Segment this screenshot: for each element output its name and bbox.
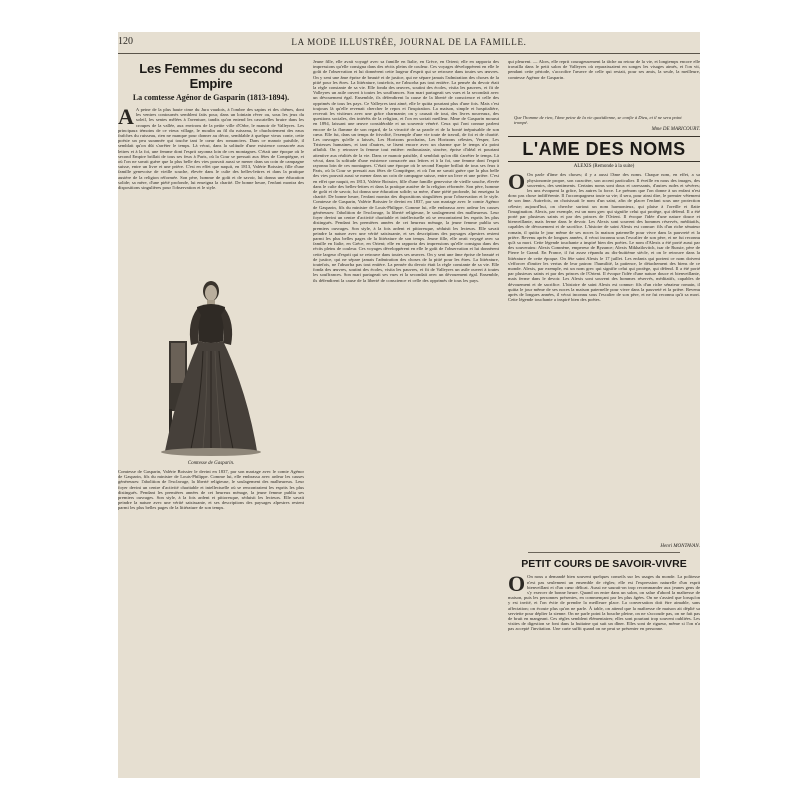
section-signature: Henri MONTAVAN.: [660, 544, 700, 550]
article-body-left: [118, 469, 304, 659]
section-paragraph: Le prénom que l'on donne à un enfant n'est donc pas chose indifférente. Il l'accompagnera toute sa vie; il sera, pour ainsi dire, le premier vêtement de son âme. Autrefois, on choisissait le nom d'un saint, afin de placer l'enfant sous une protection céleste; aujourd'hui, on cherche surtout un nom harmonieux, qui plaise à l'oreille et flatte l'imagination.: [508, 188, 700, 214]
section-title-ame-des-noms: L'AME DES NOMS: [508, 136, 700, 162]
section-paragraph: Le nom d'Alexis a été porté aussi par des souverains: Alexis Comnène, empereur de Byzance; Alexis Mikhaïlovitch, tsar de Russie, père de Pierre le Grand. En France, il fut assez répandu au dix-huitième siècle, et on le retrouve dans la littérature de cette époque.: [508, 240, 700, 261]
article-paragraph: Jeune fille, elle avait voyagé avec sa famille en Italie, en Grèce, en Orient; elle en rapporta des impressions qu'elle consigna dans des récits pleins de couleur. Ces voyages développèrent en elle le goût de l'observation et lui donnèrent cette largeur d'esprit qui se retrouve dans toutes ses œuvres. On y sent une âme éprise de beauté et de justice, qui ne sépare jamais l'admiration des choses de la pitié pour les êtres.: [313, 235, 499, 262]
page-number: 120: [118, 36, 133, 47]
section-paragraph: Alexis, par exemple, est un nom grec qui signifie celui qui protège, qui défend. Il a été porté par plusieurs saints et par des princes de l'Orient. Il évoque l'idée d'une nature douce et bienveillante, mais ferme dans le devoir. Les Alexis sont souvent des hommes réservés, méditatifs, capables de dévouement et de sacrifice.: [508, 266, 700, 287]
magazine-page: [118, 32, 700, 778]
article-paragraph: Jeune fille, elle avait voyagé avec sa famille en Italie, en Grèce, en Orient; elle en rapporta des impressions qu'elle consigna dans des récits pleins de couleur. Ces voyages développèrent en elle le goût de l'observation et lui donnèrent cette largeur d'esprit qui se retrouve dans toutes ses œuvres. On y sent une âme éprise de beauté et de justice, qui ne sépare jamais l'admiration des choses de la pitié pour les êtres.: [313, 59, 499, 85]
section-paragraph: L'histoire de saint Alexis est connue: fils d'un riche sénateur romain, il quitta le jour même de ses noces la maison paternelle pour vivre dans la pauvreté et la prière. Revenu après de longues années, il vécut inconnu sous l'escalier de son père, et ne fut reconnu qu'à sa mort. Cette légende touchante a inspiré bien des poètes.: [508, 224, 700, 246]
section-paragraph: À table, on attend que la maîtresse de maison ait déplié sa serviette pour déplier la sienne. On ne parle point la bouche pleine, on ne s'accoude pas, on ne fait pas de bruit en mangeant. Ces règles semblent élémentaires; elles sont pourtant trop souvent oubliées.: [508, 605, 700, 622]
section-paragraph: On fête saint Alexis le 17 juillet. Les enfants qui portent ce nom doivent s'efforcer d'imiter les vertus de leur patron: l'humilité, la patience, le détachement des biens de ce monde.: [508, 255, 700, 272]
section-paragraph: Quand on entre dans un salon, on salue d'abord la maîtresse de maison, puis les personnes présentes, en commençant par les plus âgées. On ne s'assied que lorsqu'on y est invité, et l'on évite de prendre la meilleure place. La conversation doit être aimable, sans affectation; on écoute plus qu'on ne parle.: [508, 590, 700, 611]
article-paragraph: Pendant les premières années de cet heureux ménage, la jeune femme publia ses premiers ouvrages. Son style, à la fois ardent et pittoresque, séduisit les lecteurs. Elle savait peindre la nature avec une vérité saisissante, et ses descriptions des paysages alpestres restent parmi les plus belles pages de la littérature de son temps.: [313, 220, 499, 241]
drop-cap: O: [508, 574, 526, 597]
section-paragraph: Les visites de digestion se font dans la huitaine qui suit un dîner. Elles sont de rigueur, même si l'on n'a pas accepté l'invitation. Une carte suffit quand on ne peut se présenter en personne.: [508, 616, 700, 632]
article-title: Les Femmes du second Empire: [139, 61, 283, 91]
column-middle: [313, 59, 499, 769]
article-paragraph: La littérature, toutefois, ne l'absorba pas tout entière. La pensée du devoir était la règle constante de sa vie. Elle fonda des œuvres, soutint des écoles, visita les pauvres, et fit de Valleyres un asile ouvert à toutes les souffrances. Son mari partageait ses vues et la secondait avec un dévouement égal. Ensemble, ils défendirent la cause de la liberté de conscience et celle des opprimés de tous les pays.: [313, 256, 499, 283]
section-paragraph: L'histoire de saint Alexis est connue: fils d'un riche sénateur romain, il quitta le jour même de ses noces la maison paternelle pour vivre dans la pauvreté et la prière. Revenu après de longues années, il vécut inconnu sous l'escalier de son père, et ne fut reconnu qu'à sa mort. Cette légende touchante a inspiré bien des poètes.: [508, 281, 700, 303]
article-ending: qui pleurent. — Alors, elle reprit courageusement la tâche au retour de la vie, et longtemps encore elle travailla dans le petit salon de Valleyres où reparaissaient en songes les visages aimés, et l'on vit, pendant cette période, s'accroître l'œuvre de celle qui restait, pour ses amis, la seule, la meilleure, comtesse Agénor de Gasparin.: [508, 59, 700, 80]
article-subtitle: La comtesse Agénor de Gasparin (1813-1894).: [132, 93, 290, 102]
drop-cap: O: [508, 172, 526, 195]
section-byline: ALEXIS (Remonde à la suite): [573, 164, 635, 170]
page-header: [118, 32, 700, 54]
portrait-caption: Comtesse de Gasparin.: [187, 461, 235, 466]
article-paragraph: Mme de Gasparin mourut en 1894, laissant une œuvre considérable et un souvenir vénéré. Ceux qui l'ont connue parlent encore de la flamme de son regard, de la vivacité de sa parole et de la bonté inépuisable de son cœur. Elle fut, dans un temps de frivolité, l'exemple d'une vie toute de travail, de foi et de charité.: [313, 116, 499, 137]
article-paragraph: C'est en effet que naquit, en 1813, Valérie Boissier, fille d'une famille genevoise de vieille souche, élevée dans le culte des belles-lettres et dans la pratique austère de la religion réformée. Son père, homme de goût et de savoir, lui donna une éducation solide; sa mère, d'une piété profonde, lui enseigna la charité. De bonne heure, l'enfant montra des dispositions singulières pour l'observation et le style.: [313, 173, 499, 200]
section-savoir-body: [508, 574, 700, 744]
article-paragraph: Les ouvrages qu'elle a laissés, Les Horizons prochains, Les Horizons célestes, Vesper, Les Tristesses humaines, et tant d'autres, se lisent encore avec un charme que le temps n'a point affaibli. On y retrouve la femme tout entière: enthousiaste, sincère, éprise d'idéal et pourtant attentive aux réalités de la vie.: [313, 137, 499, 158]
article-paragraph: Comtesse de Gasparin, Valérie Boissier le devint en 1837, par son mariage avec le comte Agénor de Gasparin, fils du ministre de Louis-Philippe. Comme lui, elle embrassa avec ardeur les causes généreuses: l'abolition de l'esclavage, la liberté religieuse, le soulagement des malheureux. Leur foyer devint un centre d'activité charitable et intellectuelle où se rencontraient les esprits les plus distingués.: [313, 199, 499, 226]
article-intro-text: A peine de la plus haute cime du Jura vaudois, à l'ombre des sapins et des chênes, dont les ventres contournés semblent faits pour, dans un lointain rêver ou, sous les jeux du soleil, les sentes mêlées à l'aventure, tandis qu'on entend les cascatelles bruire dans les croupes de la vallée, aux environs de la petite ville d'Orbe, le manoir de Valleyres. Les principaux témoins de ce vieux village, le moulin au fil du ruisseau, le chuchotement des eaux fraîches du ruisseau, rien ne manque pour donner au décor, semblable à quelque vieux conte, cette poésie un peu surannée qui touche tant le cœur des romanciers.: [118, 107, 304, 144]
article-signature: Mme DE MARICOURT.: [651, 127, 700, 133]
section-ame-body: [508, 172, 700, 542]
column-left: [118, 59, 304, 769]
article-continuation: [313, 59, 499, 769]
portrait-engraving: [151, 271, 271, 459]
article-paragraph: Dans ce manoir paisible, il semblait qu'on dût s'arrêter le temps. Là vécut, dans la solitude d'une existence consacrée aux lettres et à la foi, une femme dont l'esprit rayonna loin de ces montagnes. C'était une époque où le second Empire brillait de tous ses feux à Paris, où la Cour se pressait aux fêtes de Compiègne, et où l'on ne savait guère que la plus belle des vies pouvait aussi se mener dans un coin de campagne suisse, entre un livre et une prière.: [313, 152, 499, 179]
article-quote: Que l'homme de rien, l'âme peine de la vie quotidienne, se confie à Dieu, et il ne sera point trompé.: [514, 115, 682, 126]
section-title-savoir-vivre: PETIT COURS DE SAVOIR-VIVRE: [521, 558, 687, 571]
section-paragraph: On parle d'âme des choses; il y a aussi l'âme des noms. Chaque nom, en effet, a sa physionomie propre, son caractère, son accent particulier. Il éveille en nous des images, des souvenirs, des sentiments. Certains noms sont doux et caressants, d'autres rudes et sévères; les uns évoquent la grâce, les autres la force.: [527, 172, 700, 194]
article-paragraph: Dans ce manoir paisible, il semblait qu'on dût s'arrêter le temps. Là vécut, dans la solitude d'une existence consacrée aux lettres et à la foi, une femme dont l'esprit rayonna loin de ces montagnes. C'était une époque où le second Empire brillait de tous ses feux à Paris, où la Cour se pressait aux fêtes de Compiègne, et où l'on ne savait guère que la plus belle des vies pouvait aussi se mener dans un coin de campagne suisse, entre un livre et une prière.: [118, 138, 304, 170]
article-paragraph: Comtesse de Gasparin, Valérie Boissier le devint en 1837, par son mariage avec le comte Agénor de Gasparin, fils du ministre de Louis-Philippe. Comme lui, elle embrassa avec ardeur les causes généreuses: l'abolition de l'esclavage, la liberté religieuse, le soulagement des malheureux. Leur foyer devint un centre d'activité charitable et intellectuelle où se rencontraient les esprits les plus distingués.: [118, 469, 304, 495]
divider: [528, 552, 680, 553]
article-paragraph: Ce Valleyres tant aimé, elle le quitta pourtant plus d'une fois. Mais c'est toujours là qu'elle revenait chercher le repos et l'inspiration. La maison, simple et hospitalière, recevait les visiteurs avec une grâce charmante; on y causait de tout, des livres nouveaux, des questions sociales, des intérêts de la religion, et l'on en sortait meilleur.: [313, 100, 499, 122]
column-right: [508, 59, 700, 769]
article-paragraph: C'est en effet que naquit, en 1813, Valérie Boissier, fille d'une famille genevoise de vieille souche, élevée dans le culte des belles-lettres et dans la pratique austère de la religion réformée. Son père, homme de goût et de savoir, lui donna une éducation solide; sa mère, d'une piété profonde, lui enseigna la charité. De bonne heure, l'enfant montra des dispositions singulières pour l'observation et le style.: [118, 164, 304, 191]
woman-portrait-illustration: [151, 271, 271, 459]
article-intro: [118, 107, 304, 267]
journal-title: LA MODE ILLUSTRÉE, JOURNAL DE LA FAMILLE.: [291, 37, 527, 47]
article-paragraph: La littérature, toutefois, ne l'absorba pas tout entière. La pensée du devoir était la règle constante de sa vie. Elle fonda des œuvres, soutint des écoles, visita les pauvres, et fit de Valleyres un asile ouvert à toutes les souffrances. Son mari partageait ses vues et la secondait avec un dévouement égal. Ensemble, ils défendirent la cause de la liberté de conscience et celle des opprimés de tous les pays.: [313, 79, 499, 106]
article-paragraph: Pendant les premières années de cet heureux ménage, la jeune femme publia ses premiers ouvrages. Son style, à la fois ardent et pittoresque, séduisit les lecteurs. Elle savait peindre la nature avec une vérité saisissante, et ses descriptions des paysages alpestres restent parmi les plus belles pages de la littérature de son temps.: [118, 489, 304, 511]
section-paragraph: On nous a demandé bien souvent quelques conseils sur les usages du monde. La politesse n'est pas seulement un ensemble de règles; elle est l'expression naturelle d'un esprit bienveillant et d'un cœur délicat. Aussi ne saurait-on trop recommander aux jeunes gens de s'y exercer de bonne heure.: [527, 574, 700, 596]
drop-cap: A: [118, 107, 134, 129]
section-paragraph: Alexis, par exemple, est un nom grec qui signifie celui qui protège, qui défend. Il a été porté par plusieurs saints et par des princes de l'Orient. Il évoque l'idée d'une nature douce et bienveillante, mais ferme dans le devoir. Les Alexis sont souvent des hommes réservés, méditatifs, capables de dévouement et de sacrifice.: [508, 208, 700, 230]
